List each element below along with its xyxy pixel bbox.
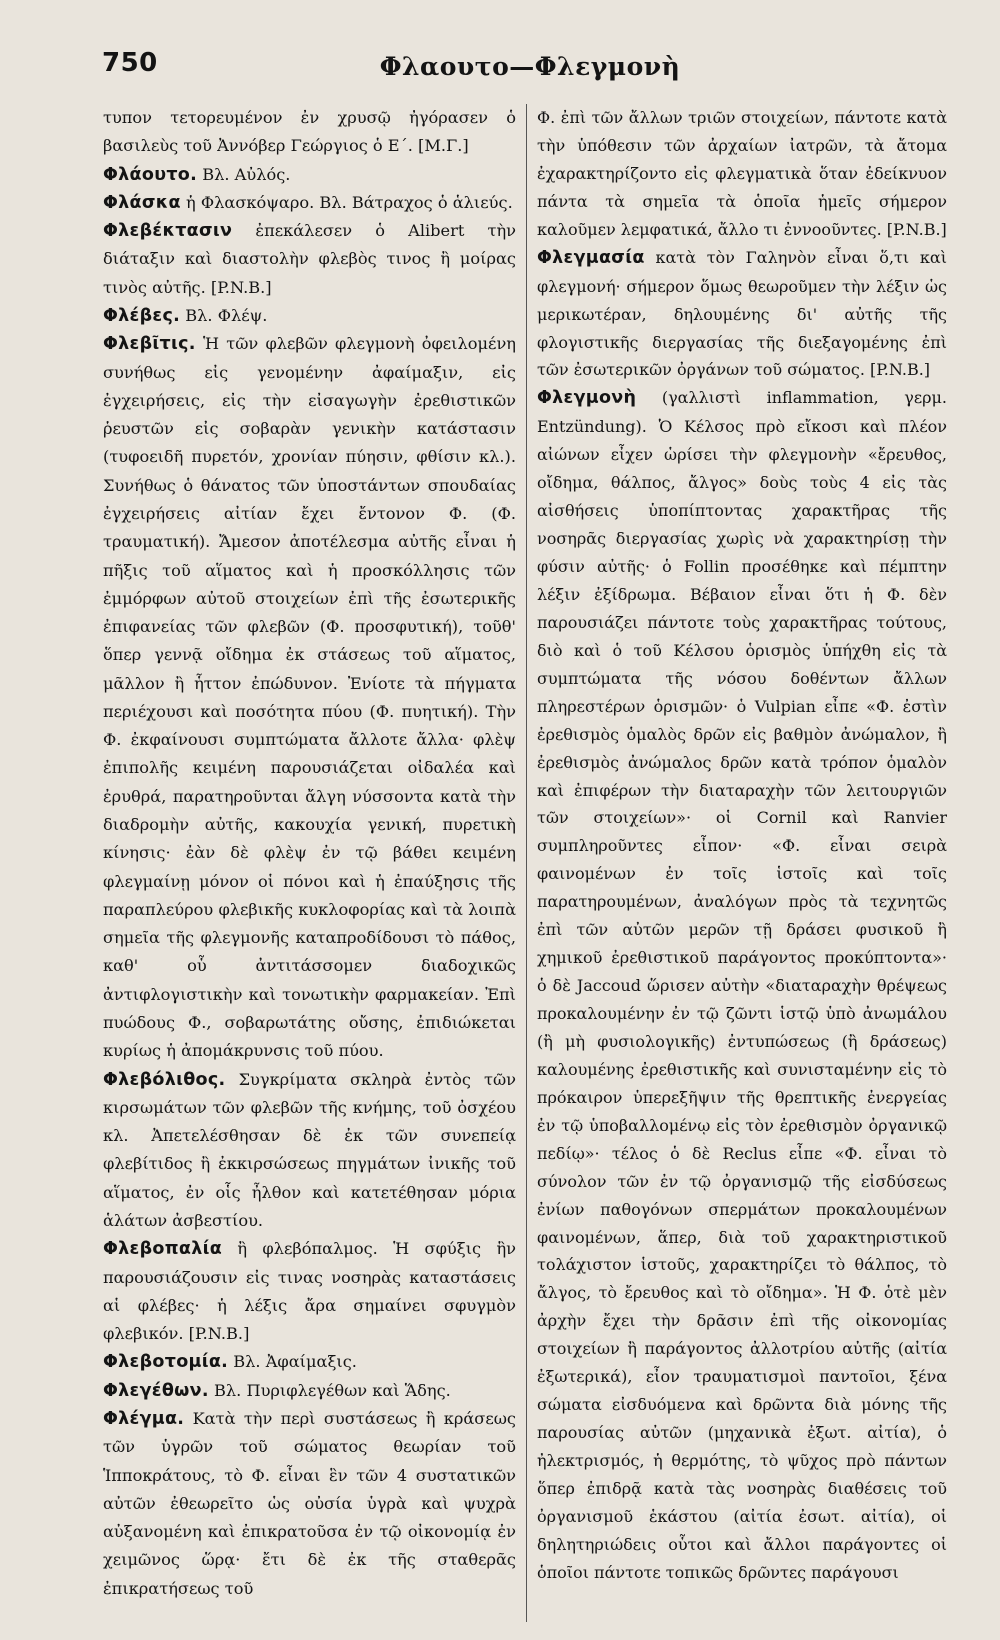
dictionary-entry <box>103 104 516 161</box>
entry-body: Βλ. Ἀφαίμαξις. <box>233 1352 357 1372</box>
entry-headword: Φλάουτο. <box>103 164 198 185</box>
entry-body: Φ. ἐπὶ τῶν ἄλλων τριῶν στοιχείων, πάντοτε κατὰ τὴν ὑπόθεσιν τῶν ἀρχαίων ἰατρῶν, τὰ ἄτομα ἐχαρακτηρίζοντο εἰς φλεγματικὰ ὅταν ἐδείκνυον πάντα τὰ σημεῖα τὰ ὁποῖα ἡμεῖς σήμερον καλοῦμεν λεμφατικά, ἄλλο τι ἐννοοῦντες. [P.N.B.] <box>537 108 947 239</box>
entry-headword: Φλεγμασία <box>537 247 645 268</box>
entry-body: ἐπεκάλεσεν ὁ Alibert τὴν διάταξιν καὶ διαστολὴν φλεβὸς τινος ἢ μοίρας τινὸς αὐτῆς. [P.N.B.] <box>103 221 516 297</box>
entry-headword: Φλεγέθων. <box>103 1380 209 1401</box>
running-head: Φλαουτο—Φλεγμονὴ <box>379 52 681 81</box>
entry-headword: Φλέγμα. <box>103 1408 185 1429</box>
dictionary-entry <box>537 104 947 244</box>
dictionary-entry <box>537 244 947 385</box>
entry-headword: Φλεβῖτις. <box>103 334 196 355</box>
entry-body: (γαλλιστὶ inflammation, γερμ. Entzündung). Ὁ Κέλσος πρὸ εἴκοσι καὶ πλέον αἰώνων εἶχεν ὡρίσει τὴν φλεγμονὴν «ἔρευθος, οἴδημα, θάλπος, ἄλγος» δοὺς τοὺς 4 εἰς τὰς αἰσθήσεις ὑποπίπτοντας χαρακτῆρας τῆς νοσηρᾶς διεργασίας χωρὶς νὰ χαρακτηρίσῃ τὴν φύσιν αὐτῆς· ὁ Follin προσέθηκε καὶ πέμπτην λέξιν ἐξίδρωμα. Βέβαιον εἶναι ὅτι ἡ Φ. δὲν παρουσιάζει πάντοτε τοὺς χαρακτῆρας τούτους, διὸ καὶ ὁ τοῦ Κέλσου ὁρισμὸς ὑπήχθη εἰς τὰ συμπτώματα τῆς νόσου δοθέντων ἄλλων πληρεστέρων ὁρισμῶν· ὁ Vulpian εἶπε «Φ. ἐστὶν ἐρεθισμὸς ὁμαλὸς δρῶν εἰς βαθμὸν ἀνώμαλον, ἢ ἐρεθισμὸς ἀνώμαλος δρῶν κατὰ τρόπον ὁμαλὸν καὶ ἐπιφέρων τὴν διαταραχὴν τῶν λειτουργιῶν τῶν στοιχείων»· οἱ Cornil καὶ Ranvier συμπληροῦντες εἶπον· «Φ. εἶναι σειρὰ φαινομένων ἐν τοῖς ἱστοῖς καὶ τοῖς παρατηρουμένων, ἀναλόγων πρὸς τὰ τεχνητῶς ἐπὶ τῶν αὐτῶν μερῶν τῇ δράσει φυσικοῦ ἢ χημικοῦ ἐρεθιστικοῦ παράγοντος προκύπτοντα»· ὁ δὲ Jaccoud ὥρισεν αὐτὴν «διαταραχὴν θρέψεως προκαλουμένην ἐν τῷ ζῶντι ἱστῷ ὑπὸ ἀνωμάλου (ἢ μὴ φυσιολογικῆς) ἐντυπώσεως (ἢ δράσεως) καλουμένης ἐρεθιστικῆς καὶ συνισταμένην εἰς τὸ πρόκαιρον ὑπερεξῆψιν τῆς θρεπτικῆς ἐνεργείας ἐν τῷ ὑποβαλλομένῳ εἰς τὸν ἐρεθισμὸν ὀργανικῷ πεδίῳ»· τέλος ὁ δὲ Reclus εἶπε «Φ. εἶναι τὸ σύνολον τῶν ἐν τῷ ὀργανισμῷ τῆς εἰσδύσεως ἐνίων παθογόνων σπερμάτων προκαλουμένων φαινομένων, ἅπερ, διὰ τοῦ χαρακτηριστικοῦ τολάχιστον ἱστοῦς, χαρακτηρίζει τὸ θάλπος, τὸ ἄλγος, τὸ ἔρευθος καὶ τὸ οἴδημα». Ἡ Φ. ὁτὲ μὲν ἀρχὴν ἔχει τὴν δρᾶσιν ἐπὶ τῆς οἰκονομίας στοιχείων ἢ παράγοντος ἀλλοτρίου αὐτῆς (αἰτία ἐξωτερικά), εἶον τραυματισμοὶ παντοῖοι, ξένα σώματα εἰσδυόμενα καὶ δρῶντα διὰ μόνης τῆς παρουσίας αὐτῶν (μηχανικὰ ἐξωτ. αἰτία), ὁ ἠλεκτρισμός, ἡ θερμότης, τὸ ψῦχος πρὸ πάντων ὅπερ ἐπιδρᾷ κατὰ τὰς νοσηρὰς διαθέσεις τοῦ ὀργανισμοῦ ἑκάστου (αἰτία ἐσωτ. αἰτία), οἱ δηλητηριώδεις οὗτοι καὶ ἄλλοι παράγοντες οἱ ὁποῖοι πάντοτε τοπικῶς δρῶντες παράγουσι <box>537 388 947 1582</box>
entry-headword: Φλεβόλιθος. <box>103 1069 226 1090</box>
entry-headword: Φλέβες. <box>103 305 181 326</box>
entry-body: Κατὰ τὴν περὶ συστάσεως ἢ κράσεως τῶν ὑγρῶν τοῦ σώματος θεωρίαν τοῦ Ἱπποκράτους, τὸ Φ. εἶναι ἓν τῶν 4 συστατικῶν αὐτῶν ἐθεωρεῖτο ὡς οὐσία ὑγρὰ καὶ ψυχρὰ αὐξανομένη καὶ ἐπικρατοῦσα ἐν τῷ οἰκονομίᾳ ἐν χειμῶνος ὥρᾳ· ἔτι δὲ ἐκ τῆς σταθερᾶς ἐπικρατήσεως τοῦ <box>103 1408 516 1598</box>
entry-body: ἢ φλεβόπαλμος. Ἡ σφύξις ἣν παρουσιάζουσιν εἰς τινας νοσηρὰς καταστάσεις αἱ φλέβες· ἡ λέξις ἄρα σημαίνει σφυγμὸν φλεβικόν. [P.N.B.] <box>103 1239 516 1344</box>
entry-headword: Φλεβοτομία. <box>103 1352 229 1373</box>
left-column <box>103 104 516 1622</box>
entry-body: τυπον τετορευμένον ἐν χρυσῷ ἠγόρασεν ὁ βασιλεὺς τοῦ Ἀννόβερ Γεώργιος ὁ Ε΄. [Μ.Γ.] <box>103 108 516 156</box>
column-divider <box>526 104 527 1622</box>
dictionary-entry <box>103 1066 516 1236</box>
dictionary-entry <box>103 330 516 1065</box>
entry-body: κατὰ τὸν Γαληνὸν εἶναι ὅ,τι καὶ φλεγμονή· σήμερον ὅμως θεωροῦμεν τὴν λέξιν ὡς μερικωτέραν, δηλουμένης δι' αὐτῆς τῆς φλογιστικῆς διεργασίας τῆς διεξαγομένης ἐπὶ τῶν ἐσωτερικῶν ὀργάνων τοῦ σώματος. [P.N.B.] <box>537 247 947 380</box>
dictionary-entry <box>103 1235 516 1348</box>
page-header <box>100 48 960 90</box>
entry-body: Βλ. Πυριφλεγέθων καὶ Ἅδης. <box>214 1380 451 1400</box>
dictionary-entry <box>103 217 516 302</box>
dictionary-entry <box>103 1377 516 1405</box>
entry-body: Βλ. Φλέψ. <box>185 305 268 325</box>
page-number: 750 <box>102 48 158 78</box>
right-column <box>537 104 947 1622</box>
entry-body: Βλ. Αὐλός. <box>202 164 291 184</box>
entry-body: ἡ Φλασκόψαρο. Βλ. Βάτραχος ὁ ἁλιεύς. <box>186 192 513 212</box>
entry-body: Ἡ τῶν φλεβῶν φλεγμονὴ ὀφειλομένη συνήθως εἰς γενομένην ἀφαίμαξιν, εἰς ἐγχειρήσεις, εἰς τὴν εἰσαγωγὴν ἐρεθιστικῶν ῥευστῶν εἰς σοβαρὰν γενικὴν κατάστασιν (τυφοειδῆ πυρετόν, χρονίαν πύησιν, φθίσιν κλ.). Συνήθως ὁ θάνατος τῶν ὑποστάντων σπουδαίας ἐγχειρήσεις αἰτίαν ἔχει ἔντονον Φ. (Φ. τραυματική). Ἄμεσον ἀποτέλεσμα αὐτῆς εἶναι ἡ πῆξις τοῦ αἵματος καὶ ἡ προσκόλλησις τῶν ἐμμόρφων αὐτοῦ στοιχείων ἐπὶ τῆς ἐσωτερικῆς ἐπιφανείας τῶν φλεβῶν (Φ. προσφυτική), τοῦθ' ὅπερ γεννᾷ οἴδημα ἐκ στάσεως τοῦ αἵματος, μᾶλλον ἢ ἧττον ἐπώδυνον. Ἐνίοτε τὰ πήγματα περιέχουσι καὶ ποσότητα πύου (Φ. πυητική). Τὴν Φ. ἐκφαίνουσι συμπτώματα ἄλλοτε ἄλλα· φλὲψ ἐπιπολῆς κειμένη παρουσιάζεται οἰδαλέα καὶ ἐρυθρά, παρατηροῦνται ἄλγη νύσσοντα κατὰ τὴν διαδρομὴν αὐτῆς, κακουχία γενική, πυρετικὴ κίνησις· ἐὰν δὲ φλὲψ ἐν τῷ βάθει κειμένη φλεγμαίνῃ μόνον οἱ πόνοι καὶ ἡ ἐπαύξησις τῆς παραπλεύρου φλεβικῆς κυκλοφορίας καὶ τὰ λοιπὰ σημεῖα τῆς φλεγμονῆς καταπροδίδουσι τὸ πάθος, καθ' οὗ ἀντιτάσσομεν διαδοχικῶς ἀντιφλογιστικὴν καὶ τονωτικὴν φαρμακείαν. Ἐπὶ πυώδους Φ., σοβαρωτάτης οὔσης, ἐπιδιώκεται κυρίως ἡ ἀπομάκρυνσις τοῦ πύου. <box>103 334 516 1061</box>
entry-headword: Φλεβοπαλία <box>103 1239 223 1260</box>
dictionary-entry <box>103 189 516 217</box>
entry-headword: Φλεβέκτασιν <box>103 221 233 242</box>
dictionary-entry <box>103 302 516 330</box>
dictionary-entry <box>103 1348 516 1376</box>
entry-body: Συγκρίματα σκληρὰ ἐντὸς τῶν κιρσωμάτων τῶν φλεβῶν τῆς κνήμης, τοῦ ὀσχέου κλ. Ἀπετελέσθησαν δὲ ἐκ τῶν συνεπείᾳ φλεβίτιδος ἢ ἐκκιρσώσεως πηγμάτων ἰνικῆς τοῦ αἵματος, ἐν οἷς ἦλθον καὶ κατετέθησαν μόρια ἁλάτων ἀσβεστίου. <box>103 1069 516 1230</box>
dictionary-entry <box>103 161 516 189</box>
dictionary-entry <box>103 1405 516 1603</box>
dictionary-entry <box>537 384 947 1586</box>
entry-headword: Φλάσκα <box>103 192 181 213</box>
entry-headword: Φλεγμονὴ <box>537 388 637 409</box>
